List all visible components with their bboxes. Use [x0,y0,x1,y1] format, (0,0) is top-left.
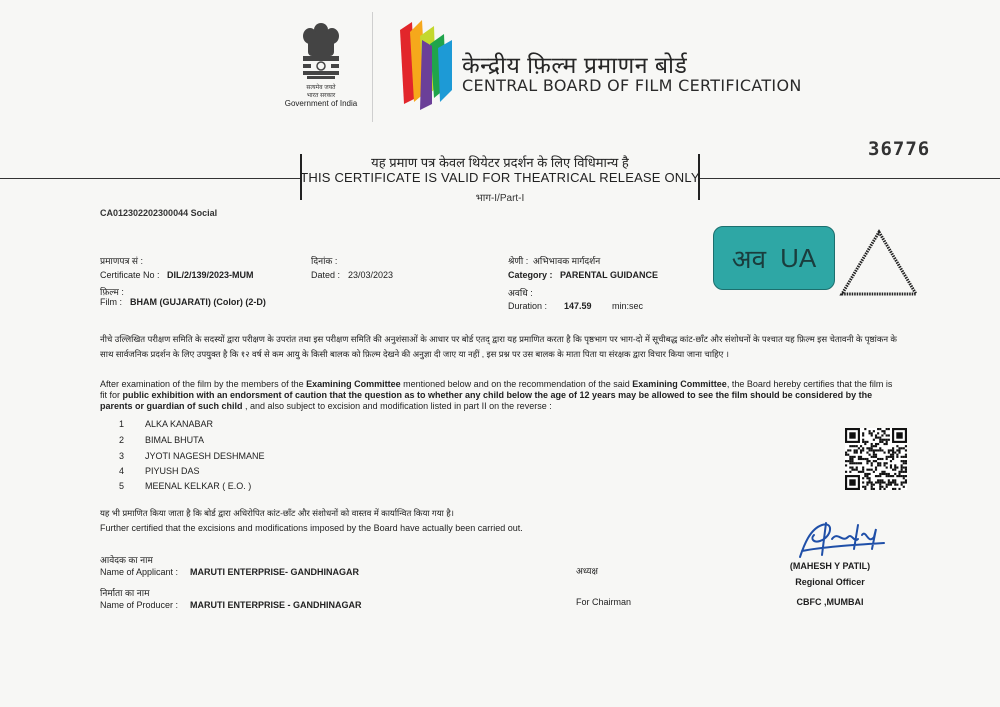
emblem-gov-english: Government of India [284,99,358,108]
strip-line-left [0,178,302,179]
date-label: Dated : [311,270,341,280]
strip-line-right [700,178,1000,179]
serial-number: 36776 [868,138,931,160]
certification-paragraph-english: After examination of the film by the members of the Examining Committee mentioned below and on the recommendation of the said Examining Committee, the Board hereby certifies that the film is fit for public exhibition with an endorsment of caution that the question as to whether any child below the age of 12 years may be allowed to see the film should be considered by the parents or guardian of such child , and also subject to excision and modification listed in part II on the reverse : [100,379,893,411]
signatory-name: (MAHESH Y PATIL) [789,561,871,571]
producer-label-hindi: निर्माता का नाम [100,588,150,598]
board-name-hindi: केन्द्रीय फ़िल्म प्रमाणन बोर्ड [462,52,688,78]
producer-label: Name of Producer : [100,600,179,610]
rating-hindi: अव [731,244,767,274]
certificate-id: CA012302202300044 Social [100,208,218,218]
validity-english: THIS CERTIFICATE IS VALID FOR THEATRICAL RELEASE ONLY [300,170,700,185]
chairman-label-hindi: अध्यक्ष [576,566,598,576]
validity-hindi: यह प्रमाण पत्र केवल थियेटर प्रदर्शन के लिए विधिमान्य है [371,155,629,170]
board-name-english: CENTRAL BOARD OF FILM CERTIFICATION [462,76,802,95]
applicant-label: Name of Applicant : [100,567,179,577]
emblem-motto: सत्यमेव जयते [306,85,336,91]
rating-english: UA [780,242,817,273]
warning-triangle-icon [838,228,920,298]
cert-no-label-hindi: प्रमाणपत्र सं : [100,256,144,266]
lion-capital-icon [298,20,344,82]
further-certified-english: Further certified that the excisions and modifications imposed by the Board have actually been carried out. [100,523,523,533]
film-value: BHAM (GUJARATI) (Color) (2-D) [130,297,266,307]
duration-label: Duration : [508,301,548,311]
category-label-hindi: श्रेणी : [508,256,529,266]
cert-no-label: Certificate No : [100,270,160,280]
signatory-role: Regional Officer [795,577,865,587]
certification-paragraph-hindi: नीचे उल्लिखित परीक्षण समिति के सदस्यों द्वारा परीक्षण के उपरांत तथा इस परीक्षण समिति की अनुशंसाओं के आधार पर बोर्ड एतद् द्वारा यह प्रमाणित करता है कि पृष्ठभाग पर भाग-दो में सूचीबद्ध कांट-छाँट और संशोधनों के पश्चात यह फ़िल्म इस चेतावनी के पृष्ठांकन के साथ सार्वजनिक प्रदर्शन के लिए उपयुक्त है कि १२ वर्ष से कम आयु के किसी बालक को फ़िल्म देखने की अनुज्ञा दी जाए या नहीं , इस प्रश्न पर उस बालक के माता पिता या संरक्षक द्वारा विचार किया जाना चाहिए । [100,334,897,359]
producer-value: MARUTI ENTERPRISE - GANDHINAGAR [190,600,362,610]
category-value-hindi: अभिभावक मार्गदर्शन [533,256,601,266]
date-value: 23/03/2023 [348,270,394,280]
category-value: PARENTAL GUIDANCE [560,270,659,280]
further-certified-hindi: यह भी प्रमाणित किया जाता है कि बोर्ड द्वारा अधिरोपित कांट-छाँट और संशोधनों को वास्तव में कार्यान्वित किया गया है। [100,508,454,518]
cert-no-value: DIL/2/139/2023-MUM [167,270,254,280]
date-label-hindi: दिनांक : [311,256,338,266]
duration-label-hindi: अवधि : [508,288,533,298]
category-label: Category : [508,270,553,280]
film-label: Film : [100,297,122,307]
rating-badge [713,226,835,290]
header-divider [372,12,373,122]
signature-icon [792,515,892,565]
national-emblem [276,20,366,120]
cbfc-logo-icon [392,18,454,112]
applicant-label-hindi: आवेदक का नाम [100,555,153,565]
signatory-office: CBFC ,MUMBAI [796,597,864,607]
qr-code-icon[interactable] [845,428,907,490]
emblem-gov-hindi: भारत सरकार [306,93,336,99]
applicant-value: MARUTI ENTERPRISE- GANDHINAGAR [190,567,360,577]
duration-value: 147.59 [564,301,592,311]
duration-unit: min:sec [612,301,644,311]
chairman-label: For Chairman [576,597,632,607]
part-label: भाग-I/Part-I [475,193,525,204]
film-label-hindi: फ़िल्म : [100,287,124,297]
